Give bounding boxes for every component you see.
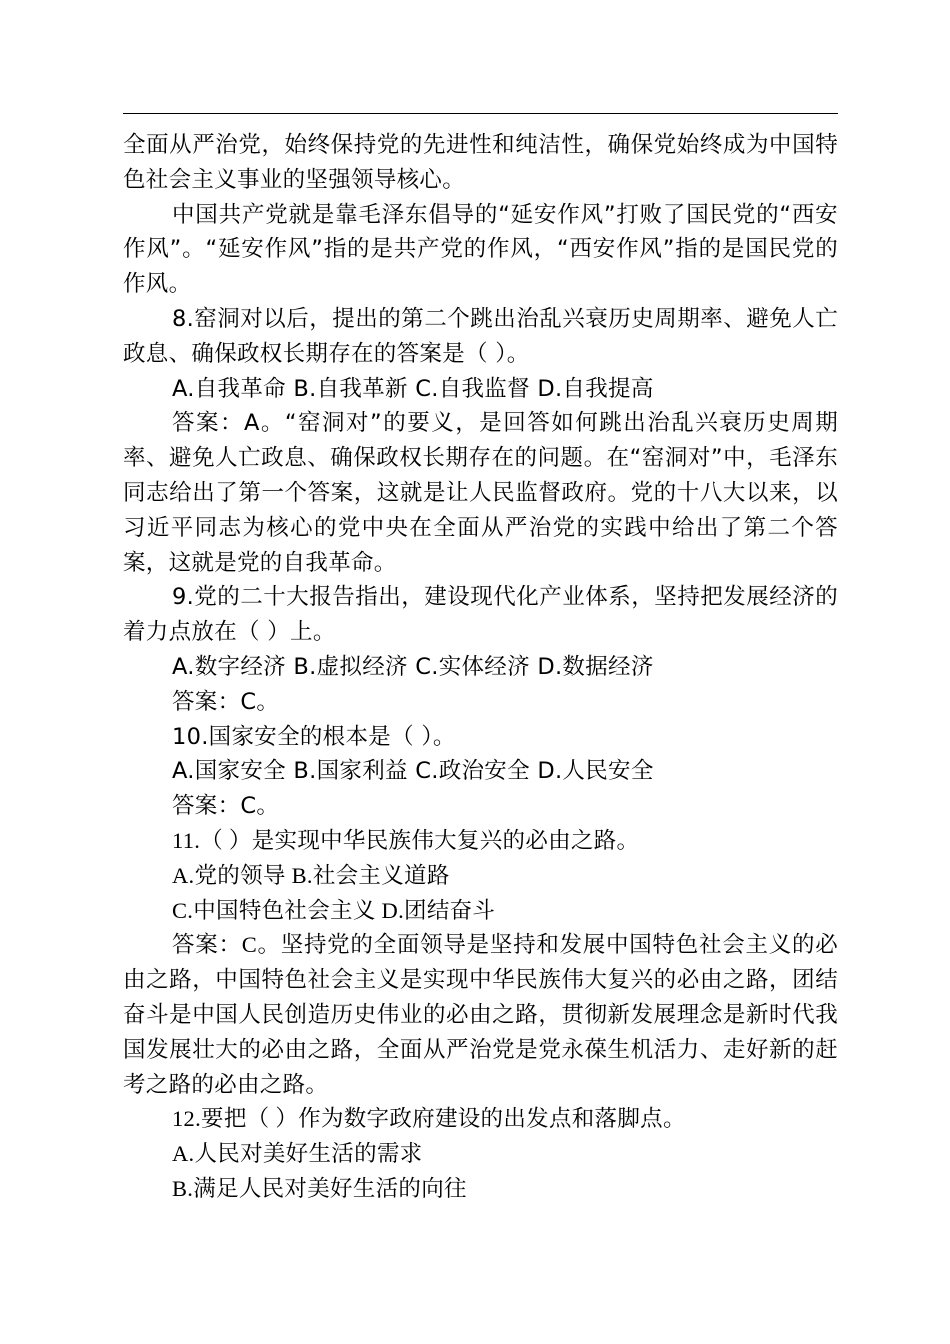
document-body — [123, 128, 838, 1207]
question-11-options-cd: C.中国特色社会主义 D.团结奋斗 — [172, 897, 496, 923]
question-11-options-ab: A.党的领导 B.社会主义道路 — [172, 862, 450, 888]
question-11: 11.（ ）是实现中华民族伟大复兴的必由之路。 — [172, 827, 640, 853]
question-10: 10.国家安全的根本是（ ）。 — [172, 723, 456, 750]
question-11-answer: 答案：C。坚持党的全面领导是坚持和发展中国特色社会主义的必由之路，中国特色社会主义是实现中华民族伟大复兴的必由之路，团结奋斗是中国人民创造历史伟业的必由之路，贯彻新发展理念是新时代我国发展壮大的必由之路，全面从严治党是党永葆生机活力、走好新的赶考之路的必由之路。 — [123, 932, 838, 1097]
paragraph-yanan-style: 中国共产党就是靠毛泽东倡导的“延安作风”打败了国民党的“西安作风”。“延安作风”指的是共产党的作风，“西安作风”指的是国民党的作风。 — [123, 201, 838, 298]
question-8-answer: 答案：A。“窑洞对”的要义，是回答如何跳出治乱兴衰历史周期率、避免人亡政息、确保政权长期存在的问题。在“窑洞对”中，毛泽东同志给出了第一个答案，这就是让人民监督政府。党的十八大以来，以习近平同志为核心的党中央在全面从严治党的实践中给出了第二个答案，这就是党的自我革命。 — [123, 410, 838, 576]
header-rule — [123, 113, 838, 114]
question-9: 9.党的二十大报告指出，建设现代化产业体系，坚持把发展经济的着力点放在（ ）上。 — [123, 584, 838, 646]
paragraph-party-governance: 全面从严治党，始终保持党的先进性和纯洁性，确保党始终成为中国特色社会主义事业的坚强领导核心。 — [123, 132, 838, 193]
question-12: 12.要把（ ）作为数字政府建设的出发点和落脚点。 — [172, 1106, 686, 1132]
question-9-answer: 答案：C。 — [172, 688, 280, 715]
question-10-options: A.国家安全 B.国家利益 C.政治安全 D.人民安全 — [172, 758, 654, 785]
question-12-option-b: B.满足人民对美好生活的向往 — [172, 1175, 467, 1201]
question-8: 8.窑洞对以后，提出的第二个跳出治乱兴衰历史周期率、避免人亡政息、确保政权长期存在的答案是（ ）。 — [123, 305, 838, 367]
question-8-options: A.自我革命 B.自我革新 C.自我监督 D.自我提高 — [172, 375, 654, 402]
question-10-answer: 答案：C。 — [172, 793, 280, 820]
question-12-option-a: A.人民对美好生活的需求 — [172, 1141, 423, 1167]
question-9-options: A.数字经济 B.虚拟经济 C.实体经济 D.数据经济 — [172, 653, 654, 680]
